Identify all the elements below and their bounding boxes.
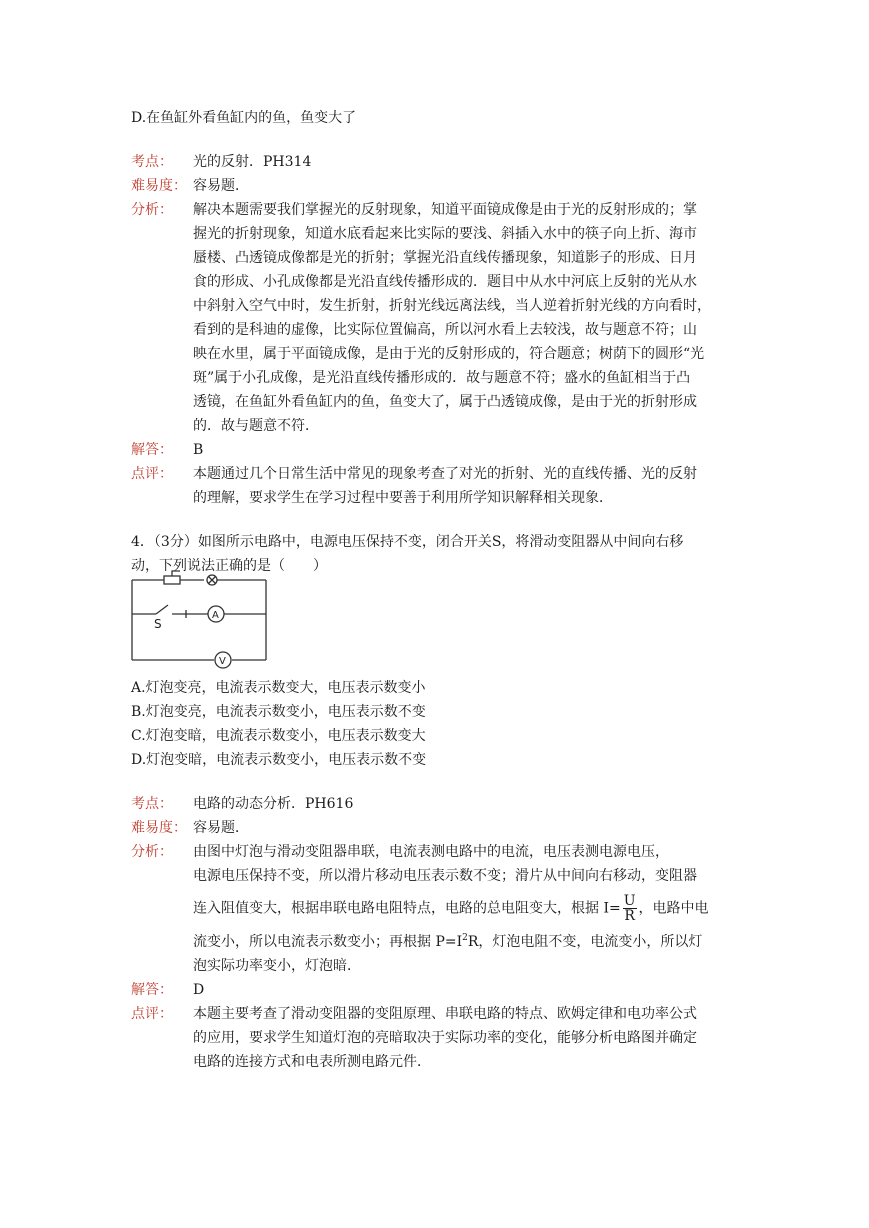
q4-fenxi-text: ，电路中电 <box>638 900 709 917</box>
q4-dianping-line: 的应用，要求学生知道灯泡的亮暗取决于实际功率的变化，能够分析电路图并确定 <box>193 1030 697 1046</box>
rheostat-body <box>164 576 180 584</box>
fenxi-line: 透镜，在鱼缸外看鱼缸内的鱼，鱼变大了，属于凸透镜成像，是由于光的折射形成 <box>193 394 697 410</box>
dianping-line: 的理解，要求学生在学习过程中要善于利用所学知识解释相关现象． <box>193 490 613 506</box>
nandu-label: 难易度： <box>131 178 187 194</box>
switch-symbol <box>156 605 168 614</box>
switch-label: S <box>154 617 162 631</box>
jieda-value: B <box>193 442 204 458</box>
nandu-value: 容易题． <box>193 178 249 194</box>
q4-fenxi-text: 连入阻值变大，根据串联电路电阻特点，电路的总电阻变大，根据 I= <box>193 900 621 917</box>
fenxi-line: 食的形成、小孔成像都是光沿直线传播形成的．题目中从水中河底上反射的光从水 <box>193 274 697 290</box>
q4-fenxi-line: 电源电压保持不变，所以滑片移动电压表示数不变；滑片从中间向右移动，变阻器 <box>193 868 697 884</box>
q4-fenxi-line-formula <box>193 894 709 923</box>
q4-fenxi-label: 分析： <box>131 844 173 860</box>
fenxi-line: 看到的是科迪的虚像，比实际位置偏高，所以河水看上去较浅，故与题意不符；山 <box>193 322 697 338</box>
fenxi-line: 的．故与题意不符． <box>193 418 319 434</box>
q4-fenxi-line-power <box>193 932 702 954</box>
q4-option-c: C.灯泡变暗，电流表示数变小，电压表示数变大 <box>131 728 426 744</box>
ohm-fraction <box>623 894 637 923</box>
q4-nandu-value: 容易题． <box>193 820 249 836</box>
q4-option-d: D.灯泡变暗，电流表示数变小，电压表示数不变 <box>131 752 427 768</box>
fenxi-line: 映在水里，属于平面镜成像，是由于光的反射形成的，符合题意；树荫下的圆形“光 <box>193 346 705 362</box>
kaodian-value: 光的反射．PH314 <box>193 154 312 170</box>
q4-dianping-line: 电路的连接方式和电表所测电路元件． <box>193 1054 431 1070</box>
fenxi-line: 斑”属于小孔成像，是光沿直线传播形成的．故与题意不符；盛水的鱼缸相当于凸 <box>193 370 691 386</box>
q4-nandu-label: 难易度： <box>131 820 187 836</box>
dianping-label: 点评： <box>131 466 173 482</box>
q4-fenxi-line: 由图中灯泡与滑动变阻器串联，电流表测电路中的电流，电压表测电源电压， <box>193 844 669 860</box>
q4-stem-line: 4．（3分）如图所示电路中，电源电压保持不变，闭合开关S，将滑动变阻器从中间向右移 <box>131 534 684 550</box>
q4-stem-line: 动，下列说法正确的是（ ） <box>131 558 327 574</box>
rheostat-slider <box>172 571 180 576</box>
q4-option-b: B.灯泡变亮，电流表示数变小，电压表示数不变 <box>131 704 426 720</box>
jieda-label: 解答： <box>131 442 173 458</box>
q4-dianping-label: 点评： <box>131 1006 173 1022</box>
q4-jieda-label: 解答： <box>131 982 173 998</box>
q4-fenxi-text: 流变小，所以电流表示数变小；再根据 P=I <box>193 934 463 950</box>
q4-kaodian-value: 电路的动态分析．PH616 <box>193 796 354 812</box>
kaodian-label: 考点： <box>131 154 173 170</box>
circuit-diagram <box>128 570 276 670</box>
ammeter-label: A <box>212 610 219 621</box>
option-d-prev: D.在鱼缸外看鱼缸内的鱼，鱼变大了 <box>131 110 357 126</box>
voltmeter-label: V <box>219 656 226 667</box>
q4-jieda-value: D <box>193 982 205 998</box>
frac-denominator: R <box>624 908 635 924</box>
fenxi-line: 解决本题需要我们掌握光的反射现象，知道平面镜成像是由于光的反射形成的；掌 <box>193 202 697 218</box>
q4-kaodian-label: 考点： <box>131 796 173 812</box>
q4-option-a: A.灯泡变亮，电流表示数变大，电压表示数变小 <box>131 680 426 696</box>
q4-fenxi-line: 泡实际功率变小，灯泡暗． <box>193 958 361 974</box>
fenxi-line: 蜃楼、凸透镜成像都是光的折射；掌握光沿直线传播现象，知道影子的形成、日月 <box>193 250 697 266</box>
q4-fenxi-text: R，灯泡电阻不变，电流变小，所以灯 <box>467 934 703 950</box>
q4-dianping-line: 本题主要考查了滑动变阻器的变阻原理、串联电路的特点、欧姆定律和电功率公式 <box>193 1006 697 1022</box>
dianping-line: 本题通过几个日常生活中常见的现象考查了对光的折射、光的直线传播、光的反射 <box>193 466 697 482</box>
superscript-2: 2 <box>462 933 468 943</box>
fenxi-line: 握光的折射现象，知道水底看起来比实际的要浅、斜插入水中的筷子向上折、海市 <box>193 226 697 242</box>
fenxi-label: 分析： <box>131 202 173 218</box>
fenxi-line: 中斜射入空气中时，发生折射，折射光线远离法线，当人逆着折射光线的方向看时， <box>193 298 711 314</box>
frac-numerator: U <box>623 893 636 909</box>
